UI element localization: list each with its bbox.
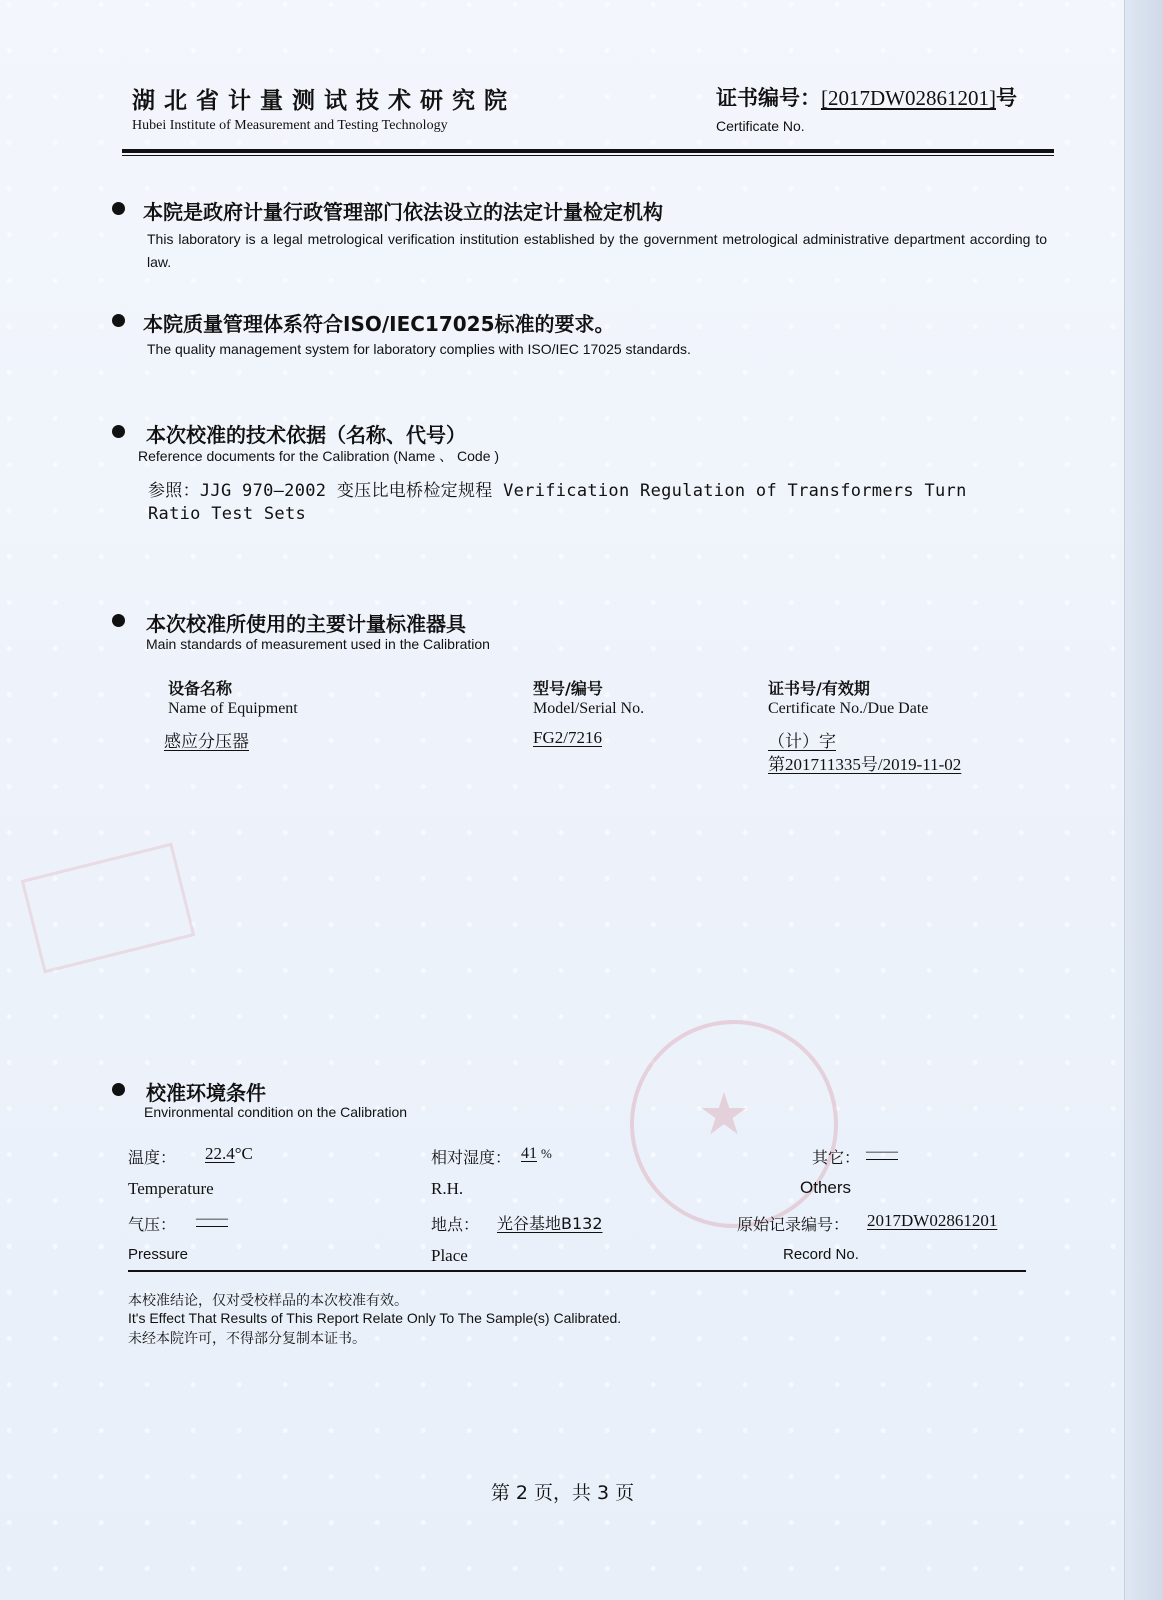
others-label-cn: 其它： [812,1148,861,1167]
note-validity-en: It's Effect That Results of This Report Relate Only To The Sample(s) Calibrated. [128,1310,622,1326]
place-label-cn: 地点： [431,1215,480,1234]
header-rule-thin [122,155,1054,156]
institute-name-en: Hubei Institute of Measurement and Testing Technology [132,118,448,133]
authority-text-en: This laboratory is a legal metrological verification institution established by the government metrological administrative department according to law. [147,231,1047,270]
certificate-suffix: 号 [995,86,1017,110]
faint-stamp [21,843,196,974]
header-rule [122,149,1054,153]
record-label-cn: 原始记录编号： [737,1215,850,1234]
col-equipment-cn: 设备名称 [168,679,233,698]
authority-heading: 本院是政府计量行政管理部门依法设立的法定计量检定机构 [143,200,663,224]
reference-value: 参照：JJG 970—2002 变压比电桥检定规程 Verification Regulation of Transformers Turn Ratio Test Sets [148,481,967,524]
humidity-label-en: R.H. [431,1179,464,1198]
record-label-en: Record No. [783,1246,859,1263]
col-cert-cn: 证书号/有效期 [768,679,870,698]
temperature-label-en: Temperature [128,1179,214,1198]
place-label-en: Place [431,1246,468,1265]
certificate-label-cn: 证书编号： [716,86,821,110]
col-equipment-en: Name of Equipment [168,700,298,717]
quality-text-en: The quality management system for laboratory complies with ISO/IEC 17025 standards. [147,341,691,357]
page-indicator: 第 2 页，共 3 页 [490,1482,635,1504]
equipment-cert-line2: 第201711335号/2019-11-02 [768,755,962,774]
environment-rule [128,1270,1026,1272]
certificate-label-en: Certificate No. [716,118,805,134]
page-edge [1124,0,1163,1600]
humidity-value-group [521,1145,552,1163]
standards-heading: 本次校准所使用的主要计量标准器具 [146,612,466,636]
bullet-icon [112,1083,125,1096]
institute-name-cn: 湖北省计量测试技术研究院 [132,88,516,114]
pressure-label-cn: 气压： [128,1215,177,1234]
certificate-number-value: [2017DW02861201] [821,86,996,110]
bullet-icon [112,614,125,627]
humidity-label-cn: 相对湿度： [431,1148,512,1167]
col-model-en: Model/Serial No. [533,700,645,717]
equipment-name: 感应分压器 [164,732,249,752]
environment-heading: 校准环境条件 [146,1081,266,1105]
standards-heading-en: Main standards of measurement used in the Calibration [146,636,490,652]
bullet-icon [112,425,125,438]
equipment-cert-line1: （计）字 [768,732,836,752]
record-value: 2017DW02861201 [867,1211,998,1230]
temperature-label-cn: 温度： [128,1148,177,1167]
temperature-unit: °C [234,1144,253,1163]
temperature-value-group [205,1144,253,1164]
environment-heading-en: Environmental condition on the Calibration [144,1104,408,1120]
note-copy-cn: 未经本院许可，不得部分复制本证书。 [128,1331,366,1347]
certificate-number [716,82,1017,112]
reference-heading: 本次校准的技术依据（名称、代号） [146,423,466,447]
quality-heading: 本院质量管理体系符合ISO/IEC17025标准的要求。 [143,312,615,336]
humidity-value: 41 [521,1145,537,1162]
pressure-label-en: Pressure [128,1246,189,1263]
seal-star-icon: ★ [698,1082,750,1147]
note-validity-cn: 本校准结论，仅对受校样品的本次校准有效。 [128,1293,408,1309]
bullet-icon [112,314,125,327]
equipment-model: FG2/7216 [533,728,602,747]
reference-heading-en: Reference documents for the Calibration (Name 、 Code ) [138,448,500,464]
others-value: —— [866,1143,898,1160]
bullet-icon [112,202,125,215]
place-value: 光谷基地B132 [497,1214,603,1233]
col-model-cn: 型号/编号 [533,679,603,698]
pressure-value: —— [196,1210,228,1227]
temperature-value: 22.4 [205,1144,235,1163]
humidity-unit: % [541,1146,552,1161]
others-label-en: Others [800,1178,852,1197]
col-cert-en: Certificate No./Due Date [768,700,929,717]
